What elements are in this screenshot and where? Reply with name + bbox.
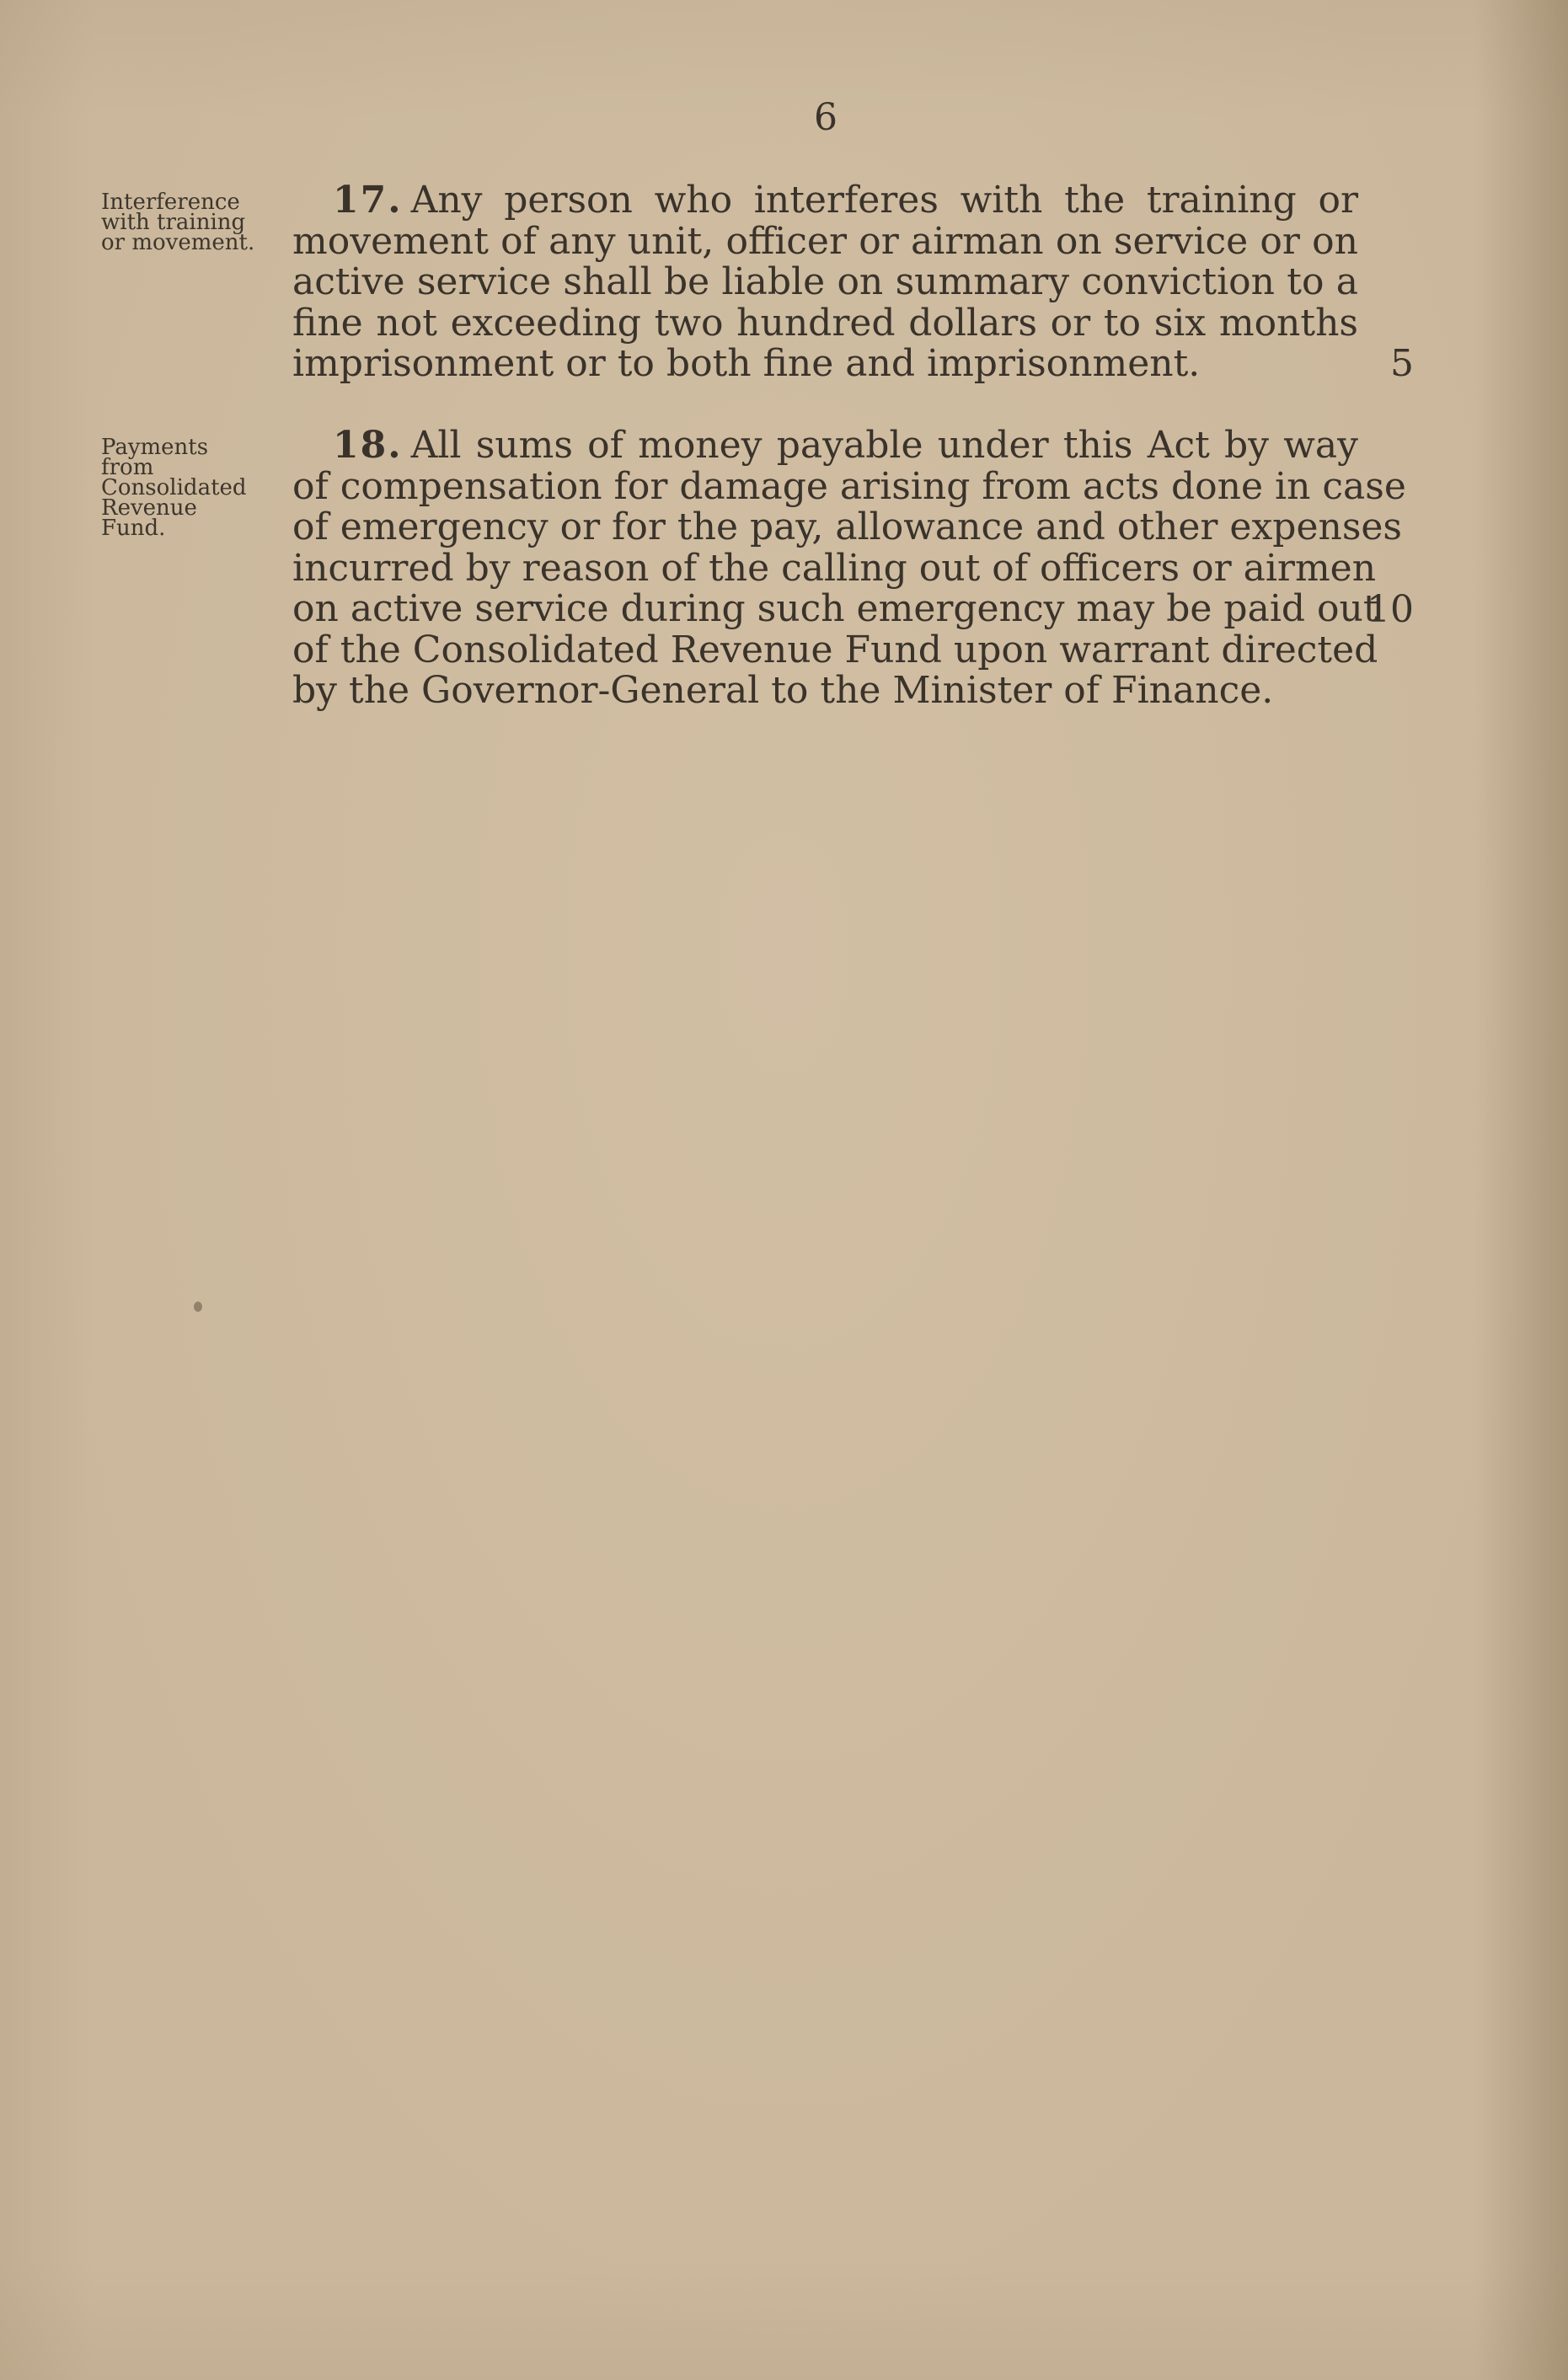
- section-18-line-7: by the Governor-General to the Minister of Finance.: [292, 669, 1274, 712]
- section-number-18: 18.: [333, 424, 403, 467]
- line-number-10: 10: [1367, 588, 1414, 631]
- section-18-line-2: of compensation for damage arising from acts done in case: [292, 464, 1406, 508]
- section-17-line-1: [292, 180, 1358, 222]
- section-17-line-1-text: Any person who interferes with the training or: [410, 179, 1358, 222]
- section-17-text: [292, 180, 1358, 385]
- section-18-line-1: [292, 425, 1358, 467]
- section-18-line-1-text: All sums of money payable under this Act by way: [410, 424, 1358, 467]
- paper-speck: [194, 1302, 202, 1312]
- section-18-line-6: of the Consolidated Revenue Fund upon warrant directed: [292, 628, 1378, 671]
- marginal-note-payments: Payments from Consolidated Revenue Fund.: [101, 435, 247, 541]
- section-18-line-3: of emergency or for the pay, allowance and other expenses: [292, 505, 1403, 548]
- section-18-line-5: on active service during such emergency may be paid out: [292, 587, 1378, 630]
- line-number-5: 5: [1390, 342, 1414, 385]
- section-18-line-4: incurred by reason of the calling out of officers or airmen: [292, 546, 1377, 590]
- section-number-17: 17.: [333, 179, 403, 222]
- page-number: 6: [814, 96, 838, 139]
- section-17-line-3: active service shall be liable on summary conviction to a: [292, 260, 1358, 303]
- section-17-line-4: fine not exceeding two hundred dollars or to six months: [292, 301, 1358, 345]
- section-17-line-2: movement of any unit, officer or airman on service or on: [292, 219, 1358, 263]
- marginal-note-interference: Interference with training or movement.: [101, 190, 255, 255]
- section-17-line-5: imprisonment or to both fine and imprisonment.: [292, 342, 1201, 385]
